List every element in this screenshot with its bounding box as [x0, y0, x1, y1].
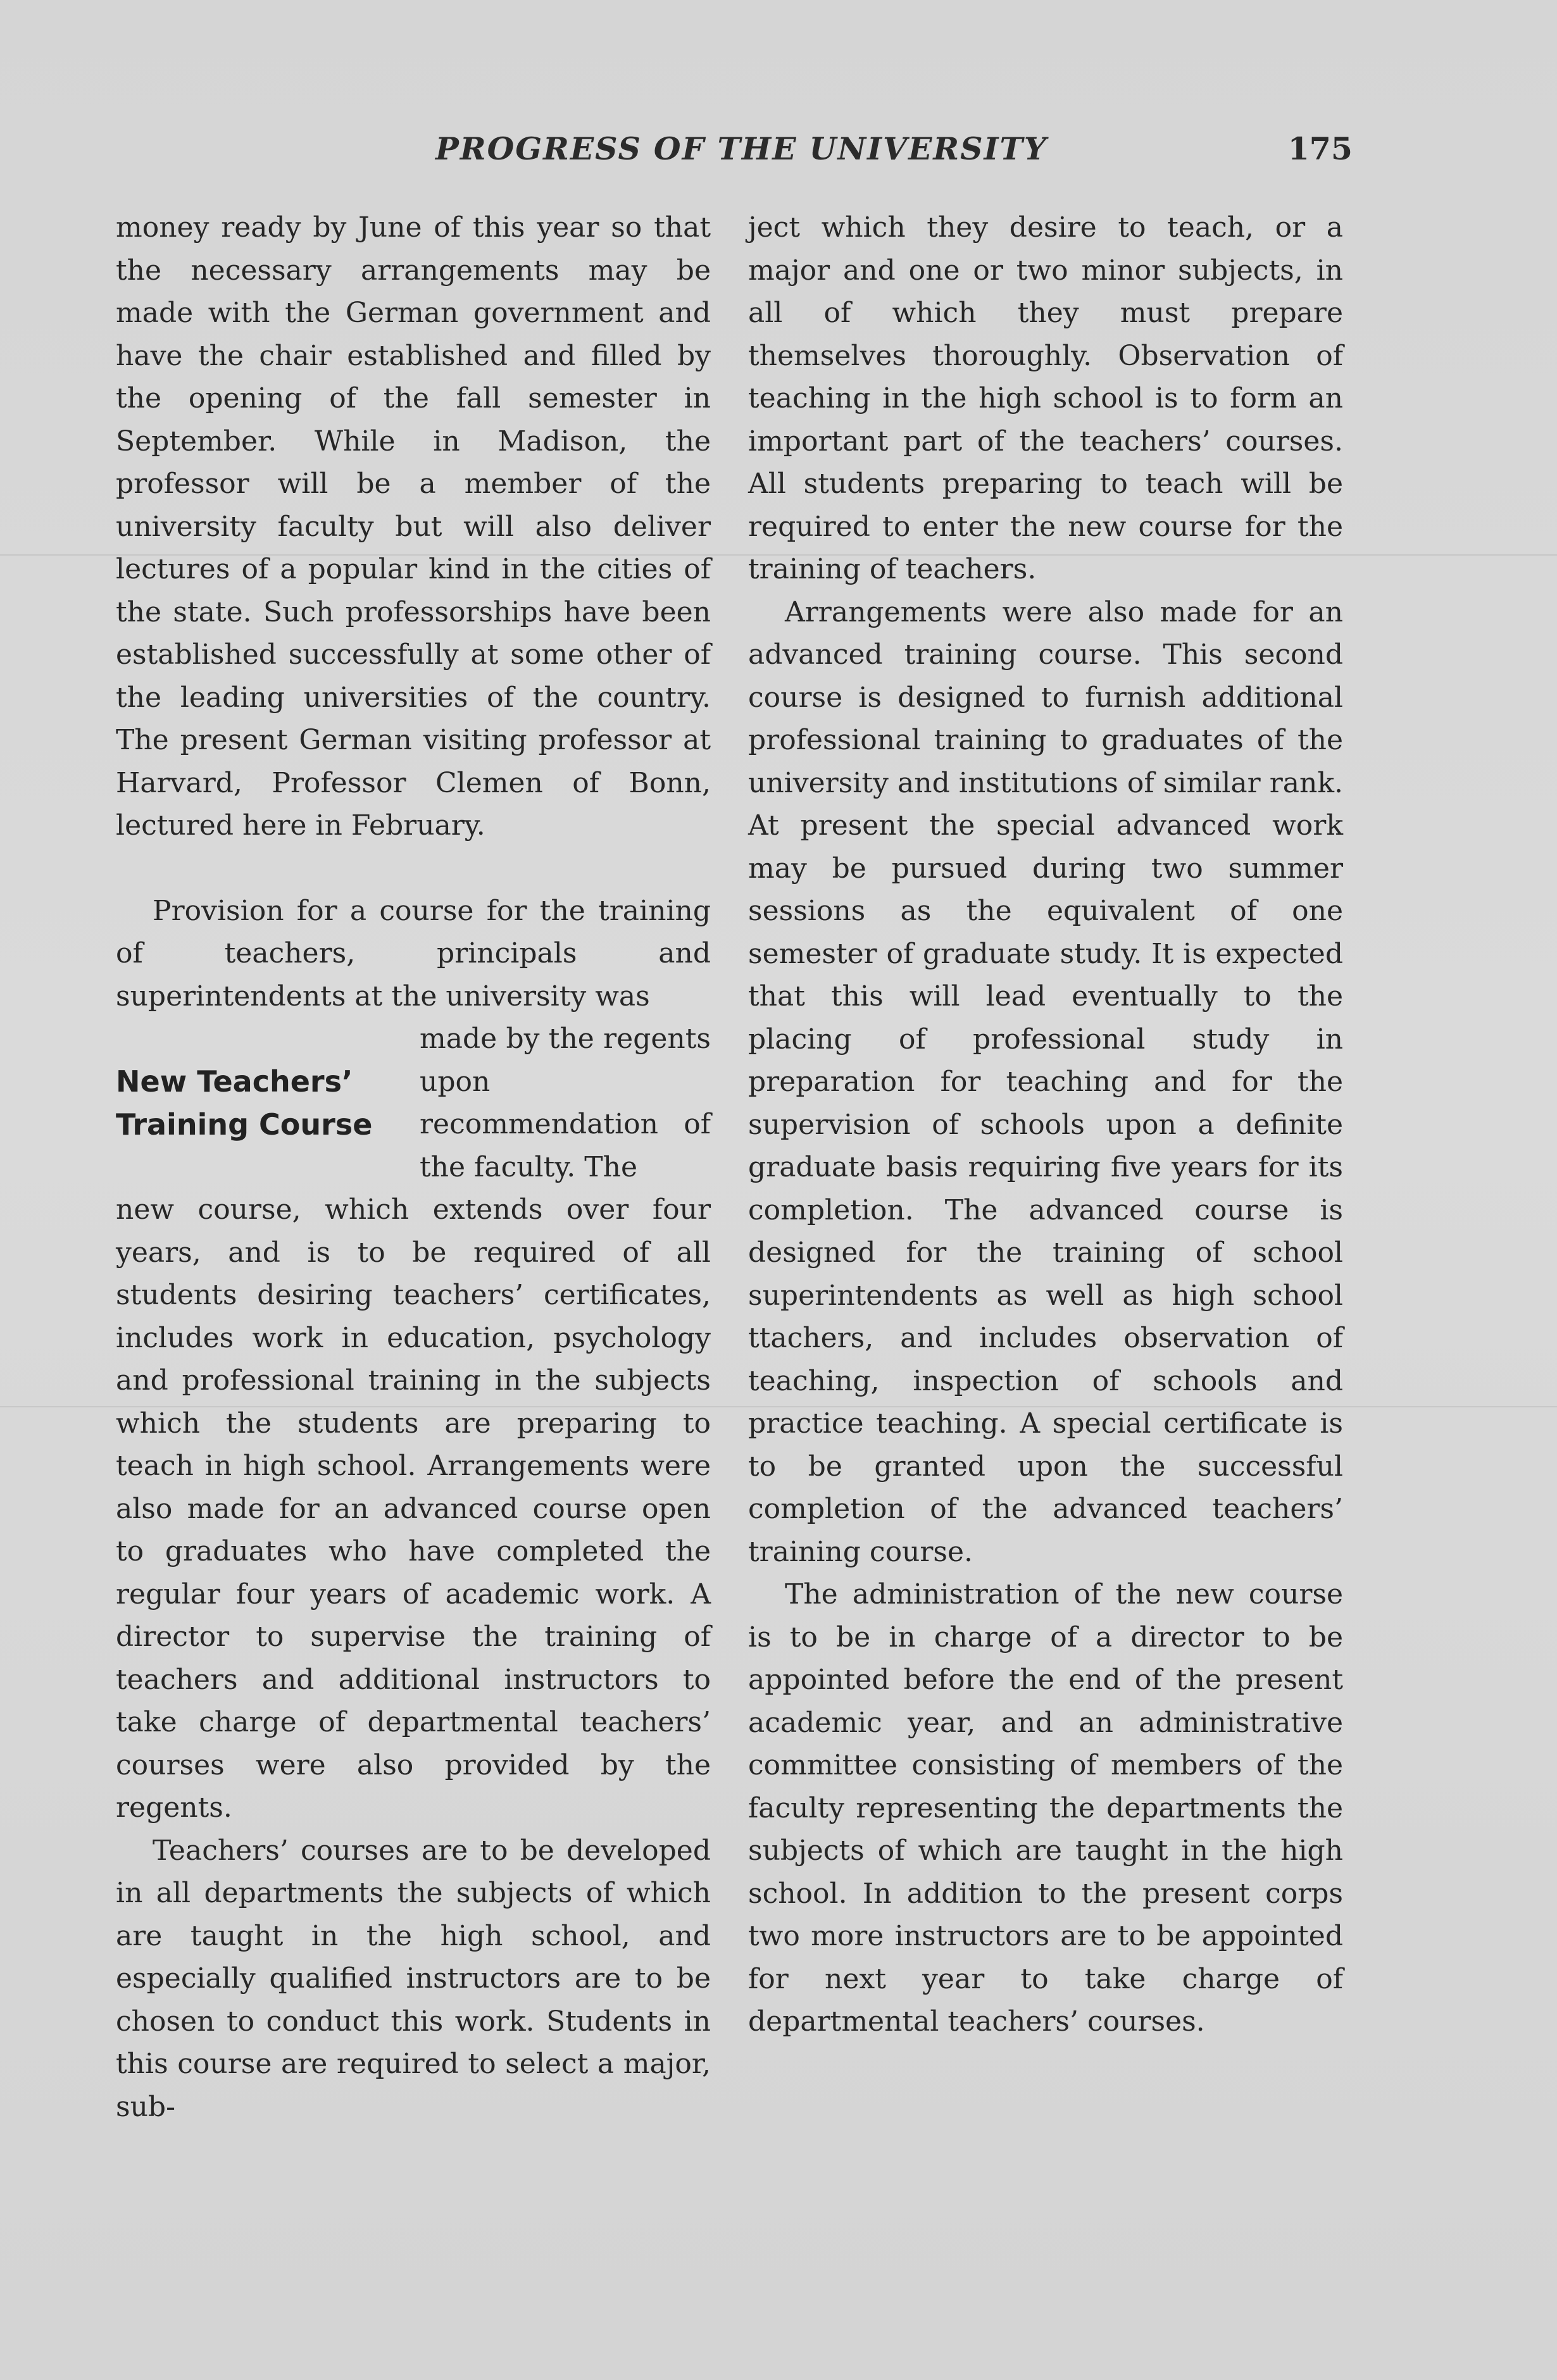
paragraph-german-chair: money ready by June of this year so that the necessary arrangements may be made with the German government and have the chair established and filled by the opening of the fall semester in September. While in Madison, the professor will be a member of the university faculty but will also deliver lectures of a popular kind in the cities of the state. Such professorships have been established successfully at some other of the leading universities of the country. The present German visiting professor at Harvard, Professor Clemen of Bonn, lectured here in February. [116, 211, 711, 842]
paragraph-advanced-course: Arrangements were also made for an advanced training course. This second course is designed to furnish additional professional training to graduates of the university and institutions of similar rank. At present the special advanced work may be pursued during two summer sessions as the equivalent of one semester of graduate study. It is expected that this will lead eventually to the placing of professional study in preparation for teaching and for the supervision of schools upon a definite graduate basis requiring five years for its completion. The advanced course is designed for the training of school superintendents as well as high school ttachers, and includes observation of teaching, inspection of schools and practice teaching. A special certificate is to be granted upon the successful completion of the advanced teachers’ training course. [748, 595, 1343, 1568]
sidehead [116, 1018, 420, 1188]
running-title: PROGRESS OF THE UNIVERSITY [435, 130, 1047, 167]
paragraph-major-minor: ject which they desire to teach, or a major and one or two minor subjects, in all of which they must prepare themselves thoroughly. Observation of teaching in the high school is to form an important part of the teachers’ courses. All students preparing to teach will be required to enter the new course for the training of teachers. [748, 211, 1343, 585]
running-head [114, 130, 1380, 175]
sidehead-line: New Teachers’ [116, 1064, 353, 1099]
right-column [748, 206, 1343, 2043]
paragraph-provision-lead: Provision for a course for the training of teachers, principals and superintendents at the university was [116, 894, 711, 1012]
page-number: 175 [1287, 130, 1353, 167]
sidehead-line: Training Course [116, 1107, 373, 1142]
paragraph-administration: The administration of the new course is to be in charge of a director to be appointed before the end of the present academic year, and an administrative committee consisting of members of the faculty representing the departments the subjects of which are taught in the high school. In addition to the present corps two more instructors are to be appointed for next year to take charge of departmental teachers’ courses. [748, 1578, 1343, 2038]
left-column [116, 206, 711, 2128]
paragraph-teachers-courses: Teachers’ courses are to be developed in all departments the subjects of which are taught in the high school, and especially qualified instructors are to be chosen to conduct this work. Students in this course are required to select a major, sub- [116, 1834, 711, 2123]
paragraph-provision-rest: new course, which extends over four years, and is to be required of all students desiring teachers’ certificates, includes work in education, psychology and professional training in the subjects which the students are preparing to teach in high school. Arrangements were also made for an advanced course open to graduates who have completed the regular four years of academic work. A director to supervise the training of teachers and additional instructors to take charge of departmental teachers’ courses were also provided by the regents. [116, 1193, 711, 1824]
sidehead-block [116, 1018, 711, 1188]
section-gap [116, 847, 711, 890]
sidehead-adjacent-text [420, 1018, 711, 1188]
paragraph-provision-beside: made by the regents upon recommendation of the faculty. The [420, 1023, 711, 1183]
